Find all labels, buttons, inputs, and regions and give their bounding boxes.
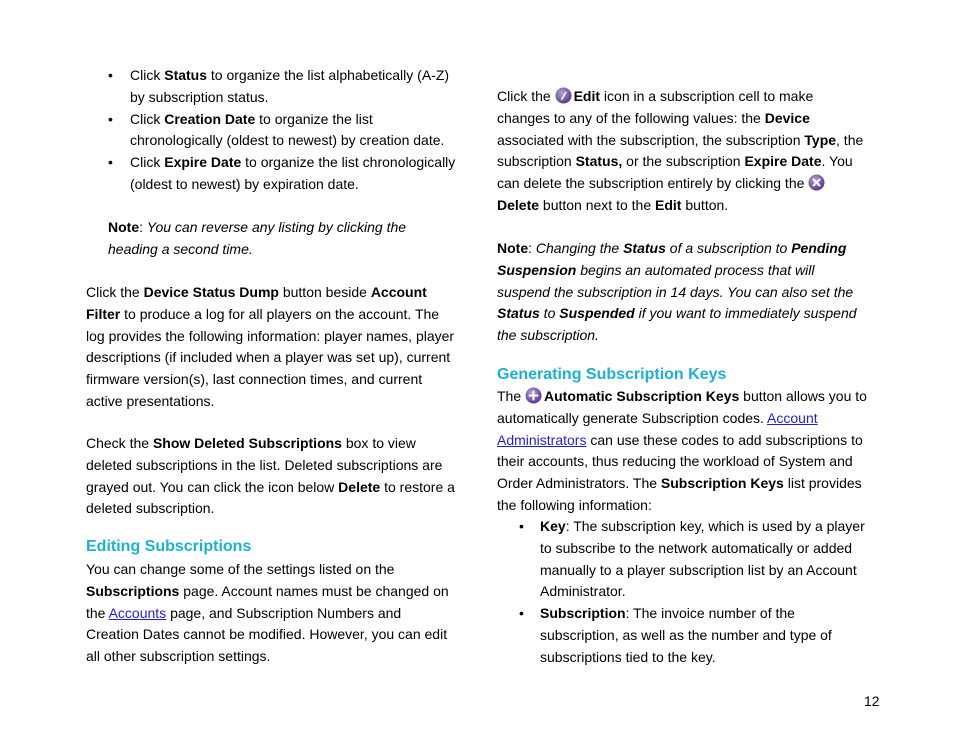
section-heading-keys: Generating Subscription Keys [497, 366, 727, 383]
page-number: 12 [864, 693, 880, 709]
list-item: • Subscription: The invoice number of the subscription, as well as the number and type of subscriptions tied to the key. [497, 603, 869, 668]
section-heading-editing: Editing Subscriptions [86, 538, 252, 555]
keys-paragraph: The Automatic Subscription Keys button allows you to automatically generate Subscription codes. Account Administrators can use these codes to add subscriptions to their accounts, thus reducing the workload of System and Order Administrators. The Subscription Keys list provides the following information: [497, 388, 867, 513]
list-item: • Click Status to organize the list alphabetically (A-Z) by subscription status. [86, 65, 458, 109]
edit-paragraph: Click the Edit icon in a subscription cell to make changes to any of the following values: the Device associated with the subscription, the subscription Type, the subscription Status, or the subscription Expire Date. You can delete the subscription entirely by clicking the Delete button next to the Edit button. [497, 88, 864, 213]
device-status-paragraph: Click the Device Status Dump button beside Account Filter to produce a log for all players on the account. The log provides the following information: player names, player descriptions (if included when a player was set up), current firmware version(s), last connection times, and current active presentations. [86, 284, 455, 409]
sort-note: Note: You can reverse any listing by clicking the heading a second time. [108, 219, 407, 257]
account-administrators-link[interactable]: Account Administrators [497, 409, 818, 448]
show-deleted-paragraph: Check the Show Deleted Subscriptions box to view deleted subscriptions in the list. Deleted subscriptions are grayed out. You can click the icon below Delete to restore a deleted subscription. [86, 435, 455, 517]
sort-bullet-list [86, 65, 458, 196]
list-item: • Key: The subscription key, which is used by a player to subscribe to the network automatically or added manually to a player subscription list by an Account Administrator. [497, 516, 869, 603]
editing-paragraph: You can change some of the settings listed on the Subscriptions page. Account names must be changed on the Accounts page, and Subscription Numbers and Creation Dates cannot be modified. However, you can edit all other subscription settings. [86, 561, 449, 665]
list-item: • Click Creation Date to organize the list chronologically (oldest to newest) by creation date. [86, 109, 458, 153]
accounts-link[interactable]: Accounts [108, 604, 167, 621]
delete-icon [808, 174, 825, 191]
status-note: Note: Changing the Status of a subscription to Pending Suspension begins an automated process that will suspend the subscription in 14 days. You can also set the Status to Suspended if you want to immediately suspend the subscription. [497, 240, 857, 344]
list-item: • Click Expire Date to organize the list chronologically (oldest to newest) by expiration date. [86, 152, 458, 196]
keys-bullet-list [497, 516, 869, 669]
add-icon [525, 387, 542, 404]
edit-icon [555, 87, 572, 104]
